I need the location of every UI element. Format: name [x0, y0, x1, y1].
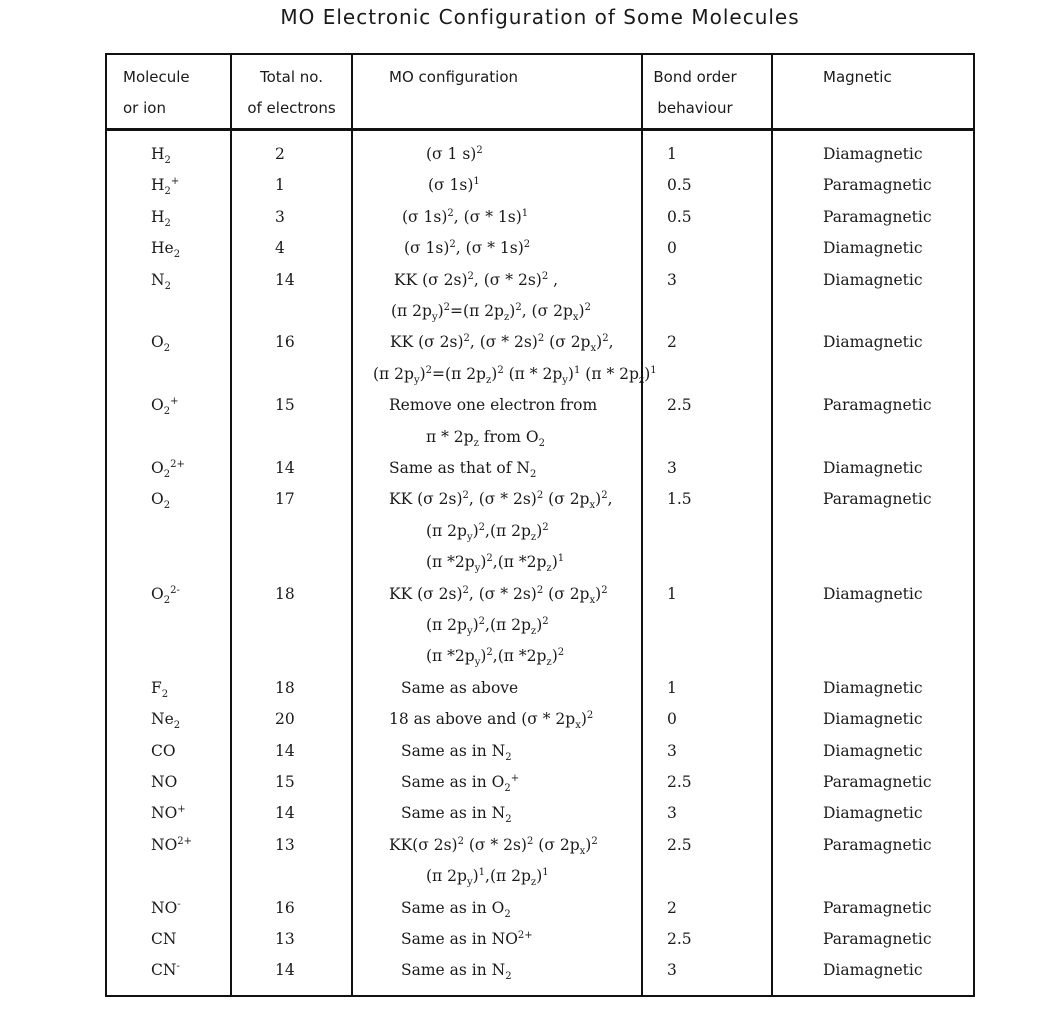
cell-mo-config: (σ 1 s)$^2$: [426, 144, 483, 163]
cell-bond-order: 3: [667, 961, 677, 980]
cell-mo-config: Same as in $O_2$: [401, 898, 511, 920]
header-electrons: [231, 62, 352, 124]
cell-bond-order: 3: [667, 741, 677, 760]
cell-magnetic: Diamagnetic: [823, 459, 923, 477]
cell-electrons: 16: [275, 333, 295, 352]
cell-magnetic: Paramagnetic: [823, 930, 932, 948]
header-magnetic: [823, 62, 892, 93]
cell-mo-config: (π $*2p_y)^2,(\pi$ $*2p_z)^2$: [426, 647, 565, 669]
header-molecule-line1: Molecule: [123, 68, 190, 86]
cell-bond-order: 3: [667, 270, 677, 289]
cell-magnetic: Diamagnetic: [823, 804, 923, 823]
header-bond-line1: Bond order: [653, 68, 737, 86]
header-electrons-line2: of electrons: [247, 99, 336, 117]
cell-mo-config: (π $2p_y)^2,(\pi$ $2p_z)^2$: [426, 521, 549, 543]
column-divider: [230, 53, 232, 997]
column-divider: [351, 53, 353, 997]
cell-mo-config: Same as in $N_2$: [401, 804, 512, 826]
cell-molecule: $NO^{2+}$: [151, 835, 193, 854]
header-config-label: MO configuration: [389, 68, 519, 86]
cell-magnetic: Diamagnetic: [823, 741, 923, 760]
cell-magnetic: Diamagnetic: [823, 239, 923, 258]
cell-bond-order: 3: [667, 804, 677, 823]
cell-bond-order: 0.5: [667, 207, 692, 226]
cell-mo-config: KK (σ 2s)$^2$, (σ * 2s)$^2$ (σ $2p_x)^2$,: [389, 490, 613, 512]
cell-bond-order: 2.5: [667, 773, 692, 791]
cell-magnetic: Diamagnetic: [823, 678, 923, 697]
cell-bond-order: 1.5: [667, 490, 692, 509]
cell-molecule: $O_2$: [151, 490, 171, 512]
cell-mo-config: Same as in $NO^{2+}$: [401, 929, 533, 948]
cell-mo-config: KK (σ 2s)$^2$, (σ * 2s)$^2$ (σ $2p_x)^2$: [389, 584, 608, 606]
cell-mo-config: 18 as above and $(\sigma * 2p_x)^2$: [389, 710, 594, 732]
cell-bond-order: 2: [667, 333, 677, 352]
cell-molecule: CN: [151, 930, 177, 948]
cell-electrons: 1: [275, 176, 285, 195]
cell-mo-config: KK (σ 2s)$^2$, (σ * 2s)$^2$ ,: [394, 270, 559, 289]
cell-bond-order: 2.5: [667, 396, 692, 415]
cell-electrons: 17: [275, 490, 295, 509]
cell-molecule: $F_2$: [151, 678, 169, 700]
cell-electrons: 14: [275, 459, 295, 477]
cell-molecule: NO+: [151, 804, 186, 823]
cell-electrons: 4: [275, 239, 285, 258]
cell-electrons: 2: [275, 145, 285, 163]
cell-electrons: 13: [275, 835, 295, 854]
cell-mo-config: (π $2p_y)^2=(\pi$ $2p_z)^2$, (σ $2p_x)^2$: [391, 301, 591, 324]
header-divider: [105, 128, 975, 131]
cell-magnetic: Diamagnetic: [823, 961, 923, 980]
cell-bond-order: 1: [667, 584, 677, 603]
cell-magnetic: Diamagnetic: [823, 333, 923, 352]
cell-molecule: $H_2$: [151, 145, 171, 167]
cell-mo-config: (σ 1s)$^1$: [428, 176, 480, 195]
header-electrons-line1: Total no.: [260, 68, 323, 86]
cell-magnetic: Diamagnetic: [823, 145, 923, 163]
cell-mo-config: Same as in $O_2^+$: [401, 772, 520, 795]
header-bond-order: [643, 62, 747, 124]
cell-bond-order: 0.5: [667, 176, 692, 195]
cell-electrons: 14: [275, 741, 295, 760]
cell-electrons: 15: [275, 396, 295, 415]
cell-electrons: 18: [275, 584, 295, 603]
cell-molecule: $O_2^{2-}$: [151, 584, 180, 606]
cell-electrons: 14: [275, 270, 295, 289]
cell-bond-order: 1: [667, 678, 677, 697]
cell-bond-order: 2.5: [667, 835, 692, 854]
cell-molecule: $H_2$: [151, 207, 171, 229]
cell-molecule: $O_2^+$: [151, 396, 179, 418]
cell-mo-config: (π $*2p_y)^2,(\pi$ $*2p_z)^1$: [426, 553, 565, 575]
header-config: [389, 62, 518, 93]
cell-bond-order: 2.5: [667, 930, 692, 948]
cell-mo-config: (π $2p_y)^1,(\pi$ $2p_z)^1$: [426, 867, 549, 889]
cell-mo-config: KK(σ 2s)$^2$ (σ * 2s)$^2$ (σ $2p_x)^2$: [389, 835, 598, 857]
page-title: MO Electronic Configuration of Some Molecules: [280, 5, 800, 29]
cell-magnetic: Paramagnetic: [823, 176, 932, 195]
header-molecule: [123, 62, 190, 124]
cell-mo-config: KK (σ 2s)$^2$, (σ * 2s)$^2$ (σ $2p_x)^2$,: [390, 333, 614, 355]
cell-electrons: 20: [275, 710, 295, 729]
cell-magnetic: Diamagnetic: [823, 710, 923, 729]
cell-molecule: CO: [151, 741, 176, 760]
cell-molecule: $O_2$: [151, 333, 171, 355]
cell-mo-config: (π $2p_y)^2,(\pi$ $2p_z)^2$: [426, 615, 549, 638]
cell-magnetic: Paramagnetic: [823, 773, 932, 791]
cell-magnetic: Diamagnetic: [823, 584, 923, 603]
cell-molecule: $He_2$: [151, 239, 181, 261]
cell-mo-config: (σ 1s)$^2$, (σ * 1s)$^2$: [404, 239, 531, 258]
cell-mo-config: Remove one electron from: [389, 396, 598, 415]
cell-molecule: NO: [151, 773, 178, 791]
cell-bond-order: 0: [667, 710, 677, 729]
cell-magnetic: Paramagnetic: [823, 490, 932, 509]
cell-magnetic: Paramagnetic: [823, 396, 932, 415]
cell-bond-order: 1: [667, 145, 677, 163]
cell-electrons: 13: [275, 930, 295, 948]
cell-magnetic: Paramagnetic: [823, 207, 932, 226]
cell-magnetic: Paramagnetic: [823, 898, 932, 917]
cell-mo-config: Same as that of $N_2$: [389, 459, 537, 481]
cell-electrons: 3: [275, 207, 285, 226]
cell-magnetic: Diamagnetic: [823, 270, 923, 289]
cell-molecule: NO-: [151, 898, 181, 917]
cell-electrons: 15: [275, 773, 295, 791]
cell-molecule: $N_2$: [151, 270, 171, 292]
cell-bond-order: 2: [667, 898, 677, 917]
cell-mo-config: Same as above: [401, 678, 519, 697]
cell-magnetic: Paramagnetic: [823, 835, 932, 854]
header-bond-line2: behaviour: [657, 99, 733, 117]
cell-molecule: $Ne_2$: [151, 710, 181, 732]
cell-molecule: $O_2^{2+}$: [151, 458, 185, 481]
header-molecule-line2: or ion: [123, 99, 166, 117]
cell-molecule: CN-: [151, 961, 180, 980]
cell-molecule: $H_2^+$: [151, 176, 180, 198]
cell-mo-config: π * $2p_z$ from $O_2$: [426, 427, 545, 449]
cell-bond-order: 0: [667, 239, 677, 258]
cell-electrons: 14: [275, 961, 295, 980]
cell-mo-config: (π $2p_y)^2=(\pi$ $2p_z)^2$ $(\pi * 2p_y)^1$ $(\pi * 2p_z)^1$: [373, 364, 657, 386]
cell-mo-config: (σ 1s)$^2$, (σ * 1s)$^1$: [402, 207, 529, 226]
cell-mo-config: Same as in $N_2$: [401, 961, 512, 983]
column-divider: [771, 53, 773, 997]
column-divider: [641, 53, 643, 997]
cell-electrons: 14: [275, 804, 295, 823]
cell-electrons: 16: [275, 898, 295, 917]
cell-bond-order: 3: [667, 459, 677, 477]
cell-electrons: 18: [275, 678, 295, 697]
cell-mo-config: Same as in $N_2$: [401, 741, 512, 763]
header-magnetic-label: Magnetic: [823, 68, 892, 86]
